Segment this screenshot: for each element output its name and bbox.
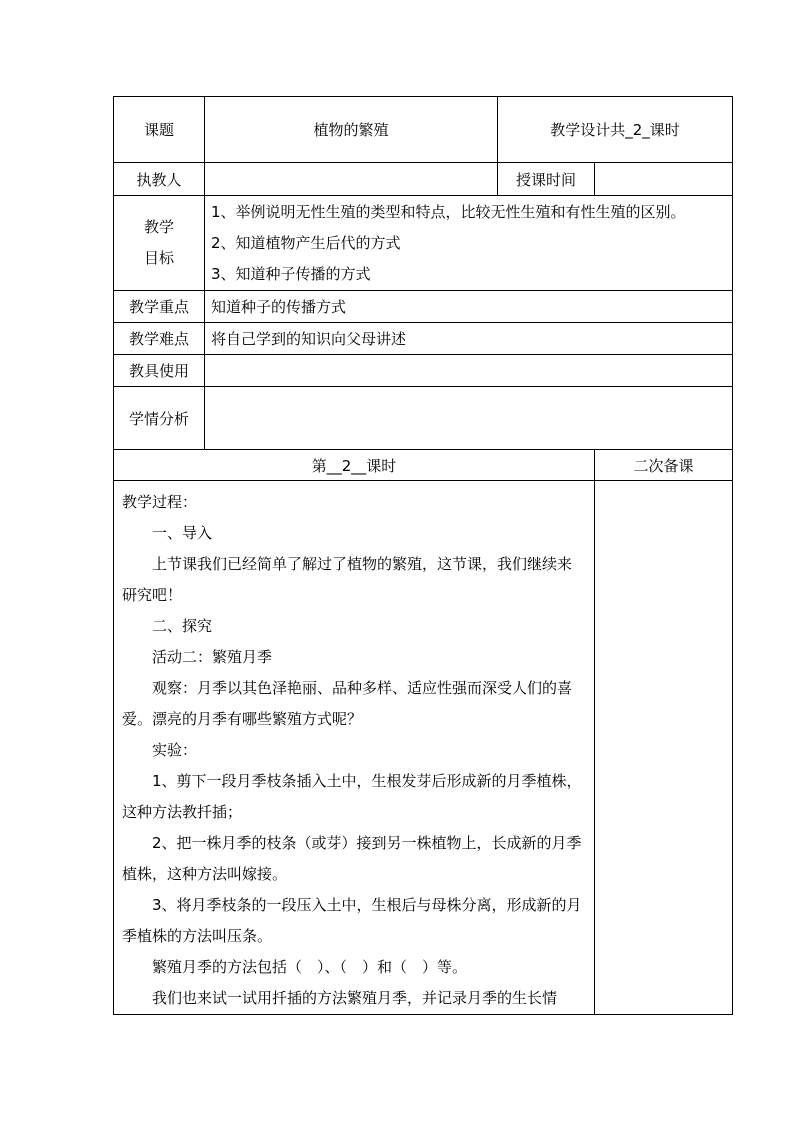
period-label: 第__2__课时 xyxy=(114,450,595,481)
process-heading: 教学过程： xyxy=(122,493,198,511)
goal-item-2: 2、知道植物产生后代的方式 xyxy=(211,233,401,252)
process-paragraph: 1、剪下一段月季枝条插入土中，生根发芽后形成新的月季植株，这种方法教扦插； xyxy=(122,772,582,821)
goals-content xyxy=(205,196,733,291)
process-content xyxy=(114,481,595,1015)
process-paragraph: 繁殖月季的方法包括（ ）、（ ）和（ ）等。 xyxy=(152,958,468,976)
goals-label xyxy=(114,196,205,291)
analysis-value xyxy=(205,387,733,450)
process-paragraph: 活动二：繁殖月季 xyxy=(152,648,273,666)
design-info: 教学设计共_2_课时 xyxy=(498,97,733,163)
process-paragraph: 2、把一株月季的枝条（或芽）接到另一株植物上，长成新的月季植株，这种方法叫嫁接。 xyxy=(122,834,582,883)
goals-row xyxy=(114,196,733,291)
second-prep-content xyxy=(595,481,733,1015)
title-row xyxy=(114,97,733,163)
time-value xyxy=(595,163,733,196)
topic-value: 植物的繁殖 xyxy=(205,97,498,163)
process-paragraph: 二、探究 xyxy=(152,617,213,635)
process-paragraph: 我们也来试一试用扦插的方法繁殖月季，并记录月季的生长情 xyxy=(152,989,558,1007)
process-paragraph: 一、导入 xyxy=(152,524,213,542)
process-paragraph: 观察：月季以其色泽艳丽、品种多样、适应性强而深受人们的喜爱。漂亮的月季有哪些繁殖方式呢？ xyxy=(122,679,573,728)
teacher-value xyxy=(205,163,498,196)
lesson-plan-table xyxy=(113,96,733,1015)
difficulty-row xyxy=(114,323,733,355)
time-label: 授课时间 xyxy=(498,163,595,196)
difficulty-value: 将自己学到的知识向父母讲述 xyxy=(205,323,733,355)
key-point-value: 知道种子的传播方式 xyxy=(205,291,733,323)
second-prep-label: 二次备课 xyxy=(595,450,733,481)
analysis-label: 学情分析 xyxy=(114,387,205,450)
period-row xyxy=(114,450,733,481)
process-paragraph: 实验： xyxy=(152,741,198,759)
process-paragraph: 3、将月季枝条的一段压入土中，生根后与母株分离，形成新的月季植株的方法叫压条。 xyxy=(122,896,582,945)
process-row xyxy=(114,481,733,1015)
analysis-row xyxy=(114,387,733,450)
key-point-row xyxy=(114,291,733,323)
goal-item-3: 3、知道种子传播的方式 xyxy=(211,264,371,283)
tools-label: 教具使用 xyxy=(114,355,205,387)
goal-item-1: 1、举例说明无性生殖的类型和特点，比较无性生殖和有性生殖的区别。 xyxy=(211,202,686,221)
topic-label: 课题 xyxy=(114,97,205,163)
teacher-label: 执教人 xyxy=(114,163,205,196)
difficulty-label: 教学难点 xyxy=(114,323,205,355)
tools-value xyxy=(205,355,733,387)
goals-label-line1: 教学 xyxy=(143,218,174,236)
process-paragraph: 上节课我们已经简单了解过了植物的繁殖，这节课，我们继续来研究吧！ xyxy=(122,555,573,604)
process-text xyxy=(114,481,594,1014)
goals-label-line2: 目标 xyxy=(143,249,174,267)
key-point-label: 教学重点 xyxy=(114,291,205,323)
teacher-row xyxy=(114,163,733,196)
tools-row xyxy=(114,355,733,387)
